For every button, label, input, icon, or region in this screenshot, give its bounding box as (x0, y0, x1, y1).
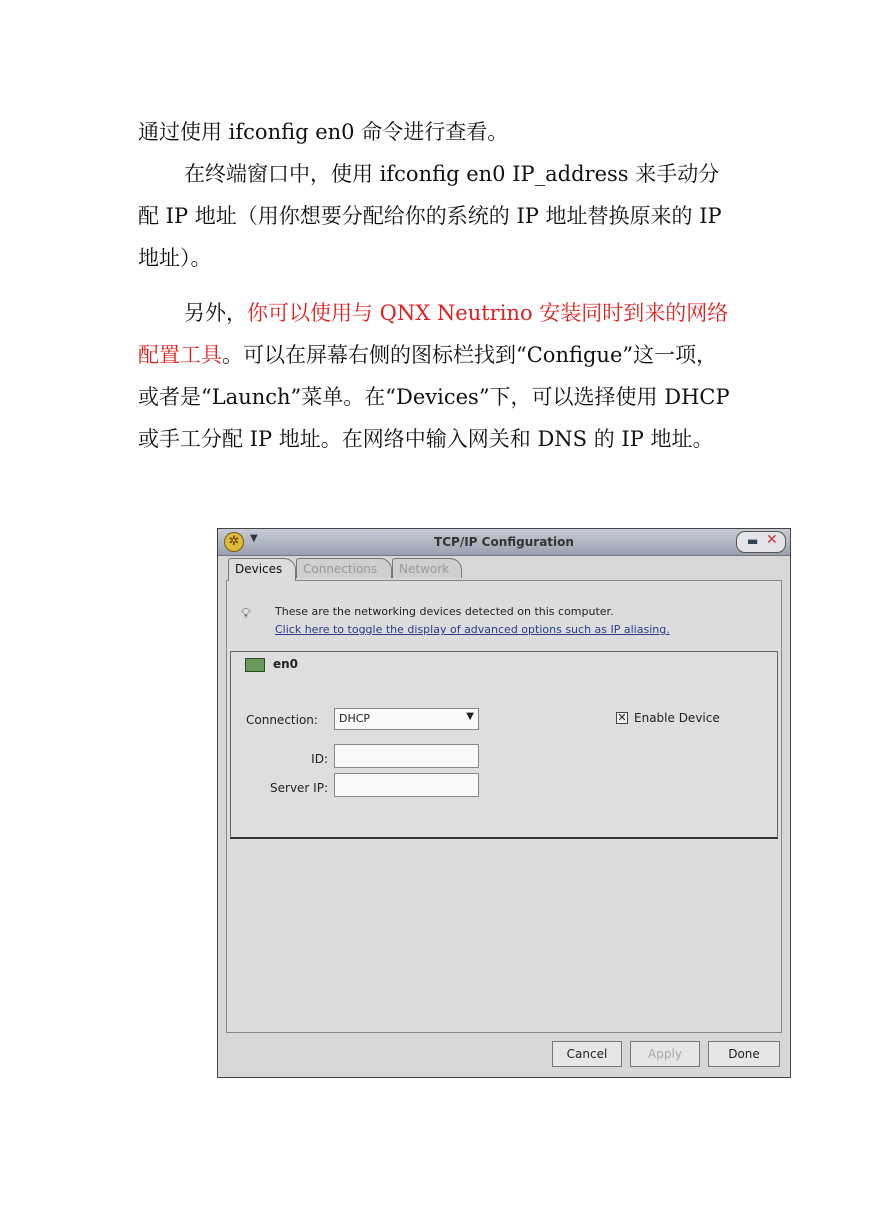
cancel-button[interactable]: Cancel (552, 1041, 622, 1067)
id-label: ID: (311, 752, 328, 766)
connection-value: DHCP (339, 712, 371, 725)
paragraph-3 (138, 292, 738, 460)
close-icon[interactable]: ✕ (766, 532, 778, 548)
paragraph-3-rest: 。可以在屏幕右侧的图标栏找到“Configue”这一项，或者是“Launch”菜单。在“Devices”下，可以选择使用 DHCP 或手工分配 IP 地址。在网络中输入网关和 DNS 的 IP 地址。 (138, 343, 730, 451)
tab-connections[interactable]: Connections (296, 558, 392, 578)
dropdown-arrow-icon: ▼ (466, 711, 474, 722)
id-input[interactable] (334, 744, 479, 768)
window-title: TCP/IP Configuration (434, 535, 574, 549)
network-card-icon (245, 658, 265, 672)
app-menu-icon[interactable]: ✲ (224, 532, 244, 552)
apply-button[interactable]: Apply (630, 1041, 700, 1067)
paragraph-3-highlight: 你可以使用与 QNX Neutrino 安装同时到来的网络配置工具 (138, 301, 729, 367)
paragraph-2: 在终端窗口中，使用 ifconfig en0 IP_address 来手动分配 IP 地址（用你想要分配给你的系统的 IP 地址替换原来的 IP 地址）。 (138, 162, 722, 270)
info-text: These are the networking devices detected on this computer. (275, 605, 614, 618)
enable-device-checkbox[interactable]: ✕ (617, 711, 627, 724)
tab-network[interactable]: Network (392, 558, 462, 578)
device-section (230, 651, 778, 839)
connection-label: Connection: (246, 713, 318, 727)
done-button[interactable]: Done (708, 1041, 780, 1067)
window-controls (736, 531, 786, 553)
devices-panel (226, 580, 782, 1033)
paragraph-1: 通过使用 ifconfig en0 命令进行查看。 (138, 120, 509, 144)
paragraph-3-lead: 另外， (184, 301, 247, 325)
server-ip-input[interactable] (334, 773, 479, 797)
title-bar[interactable] (218, 529, 790, 556)
enable-device-label: Enable Device (634, 711, 720, 725)
minimize-icon[interactable]: ▬ (747, 534, 759, 548)
window-menu-arrow-icon[interactable]: ▼ (250, 533, 258, 544)
connection-select[interactable] (334, 708, 479, 730)
tab-devices[interactable]: Devices (228, 558, 296, 581)
advanced-options-link[interactable]: Click here to toggle the display of advanced options such as IP aliasing. (275, 623, 670, 636)
server-ip-label: Server IP: (270, 781, 328, 795)
device-name: en0 (273, 657, 299, 671)
lightbulb-icon: 💡︎ (241, 606, 251, 622)
tcpip-config-window (217, 528, 791, 1078)
